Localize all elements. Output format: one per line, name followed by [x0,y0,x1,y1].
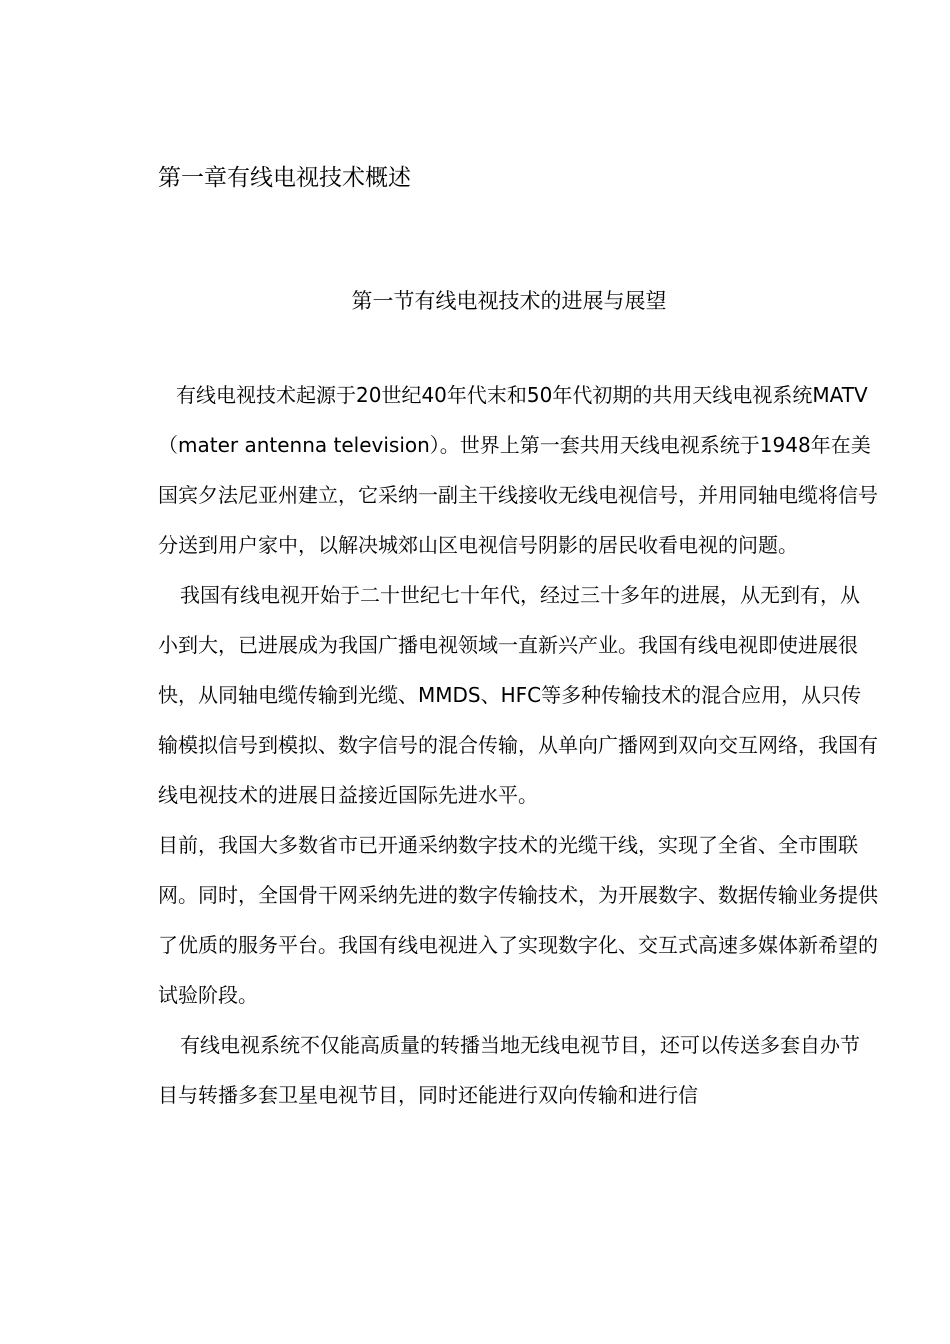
chapter-title: 第一章有线电视技术概述 [158,165,411,191]
paragraph: 我国有线电视开始于二十世纪七十年代，经过三十多年的进展，从无到有，从小到大，已进展成为我国广播电视领域一直新兴产业。我国有线电视即使进展很快，从同轴电缆传输到光缆、MMDS、HFC等多种传输技术的混合应用，从只传输模拟信号到模拟、数字信号的混合传输，从单向广播网到双向交互网络，我国有线电视技术的进展日益接近国际先进水平。 [158,583,878,807]
paragraph: 目前，我国大多数省市已开通采纳数字技术的光缆干线，实现了全省、全市围联网。同时，全国骨干网采纳先进的数字传输技术，为开展数字、数据传输业务提供了优质的服务平台。我国有线电视进入了实现数字化、交互式高速多媒体新希望的试验阶段。 [158,833,878,1007]
section-title: 第一节有线电视技术的进展与展望 [351,289,667,313]
paragraph: 有线电视技术起源于20世纪40年代末和50年代初期的共用天线电视系统MATV（mater antenna television）。世界上第一套共用天线电视系统于1948年在美国宾夕法尼亚州建立，它采纳一副主干线接收无线电视信号，并用同轴电缆将信号分送到用户家中，以解决城郊山区电视信号阴影的居民收看电视的问题。 [158,383,878,557]
paragraph: 有线电视系统不仅能高质量的转播当地无线电视节目，还可以传送多套自办节目与转播多套卫星电视节目，同时还能进行双向传输和进行信 [158,1033,860,1107]
body-text [158,370,878,1120]
